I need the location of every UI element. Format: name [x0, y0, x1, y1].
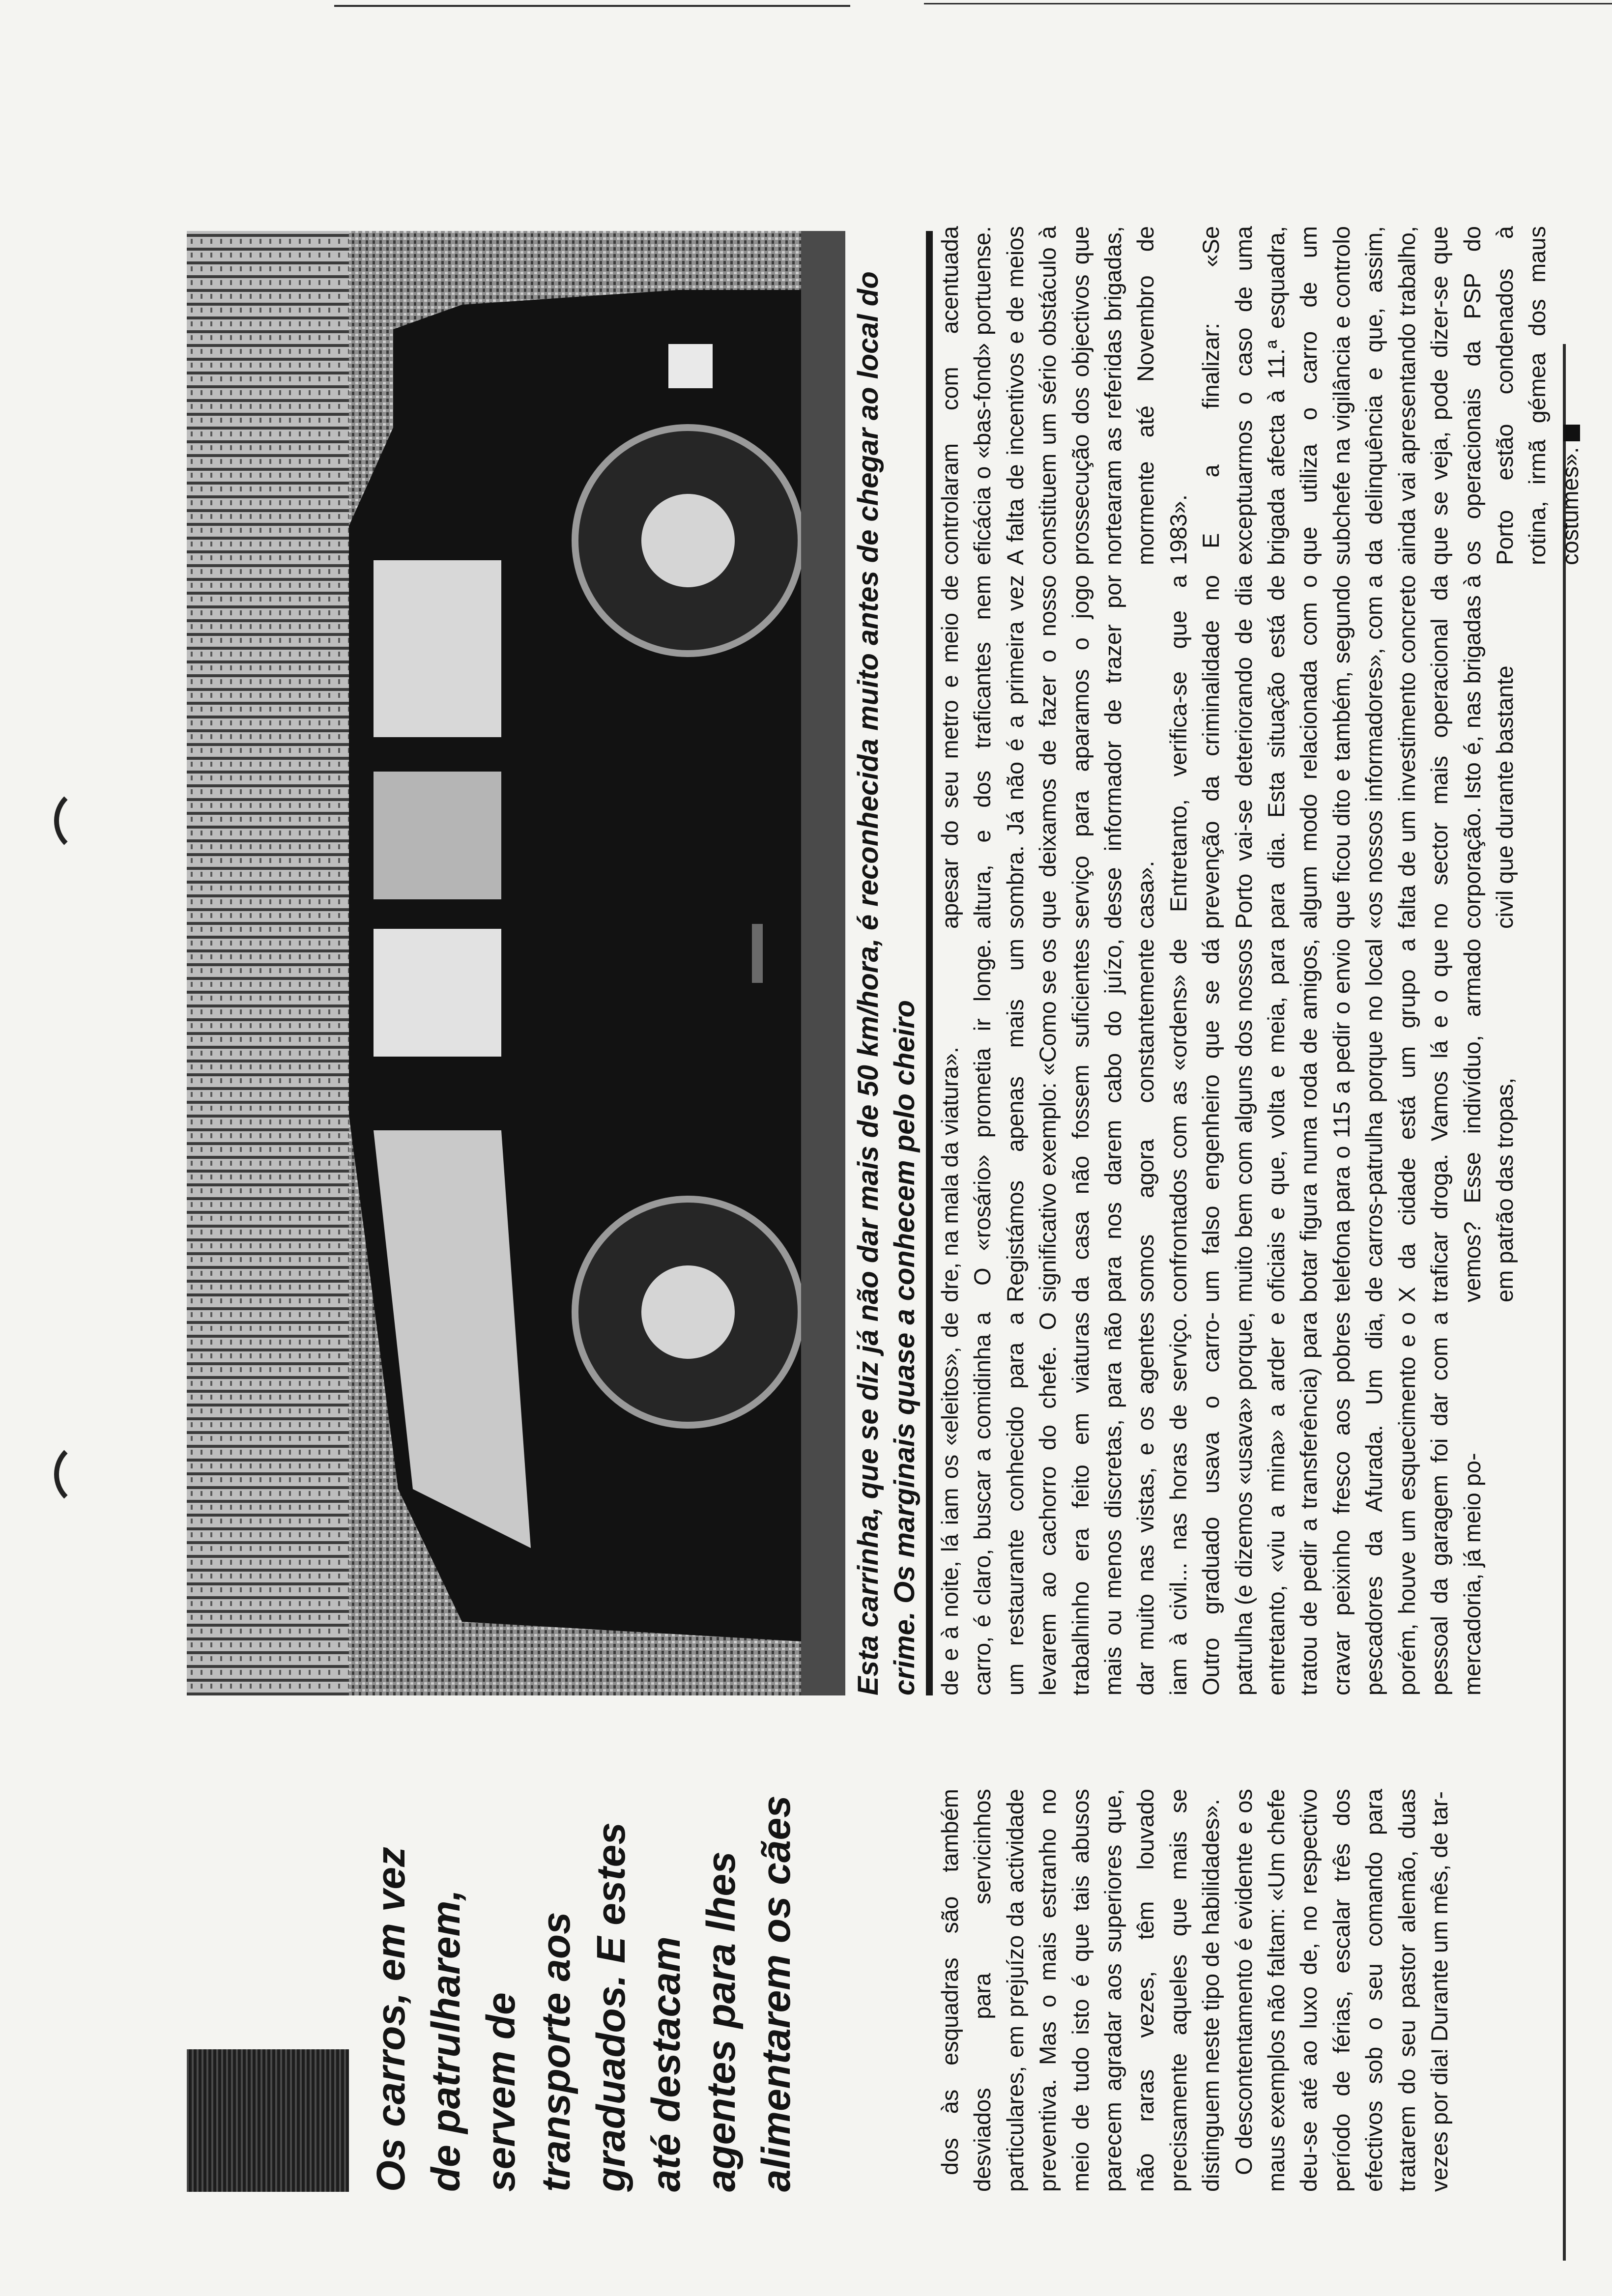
paragraph: controlaram com acentuada eficácia o «bas-fond» portuense. A falta de incentivos e de meios constituem um sério obstáculo à prossecução dos objectivos que nortearam as referidas brigadas, mormente até Novembro de 1983». — [937, 226, 1191, 565]
end-of-article-mark — [1563, 425, 1580, 441]
police-van-photo-icon — [187, 231, 845, 1695]
punch-hole-mark — [54, 786, 123, 855]
scan-streak-top — [334, 5, 850, 7]
text-column-3 — [934, 939, 1607, 1302]
article-photo — [187, 231, 845, 1695]
scan-streak-top — [924, 3, 1612, 4]
paragraph: dre, na mala da viatura». — [937, 1047, 963, 1302]
text-column-1 — [934, 1789, 1607, 2192]
headline-block — [187, 1789, 914, 2192]
paragraph: O «rosário» prometia ir longe. Registámos apenas mais um significativo exemplo: «Como se os da casa não fossem suficientes para nos darem cabo do juízo, somos agora constantemente confrontados com as «ordens» de um falso engenheiro que se dá muito bem com alguns dos nossos oficiais e que, volta e meia, para botar figura numa roda de amigos, telefona para o 115 a pedir o envio de carros-patrulha porque no local X da cidade está um grupo a traficar droga. Vamos lá e o que vemos? Esse indivíduo, armado em patrão das tropas, — [969, 939, 1518, 1302]
paragraph: de e à noite, lá iam os «eleitos», de carro, é claro, buscar a comidinha a um restaurante conhecido para a levarem ao cachorro do chefe. O trabalhinho era feito em viaturas mais ou menos discretas, para não dar muito nas vistas, e os agentes iam à civil... nas horas de serviço. Outro graduado usava o carro-patrulha (e dizemos «usava» porque, entretanto, «viu a mina» a arder e tratou de pedir a transferência) para cravar peixinho fresco aos pobres pescadores da Afurada. Um dia, porém, houve um esquecimento e o pessoal da garagem foi dar com a mercadoria, já meio po- — [937, 1312, 1485, 1695]
punch-hole-mark — [54, 1440, 123, 1509]
headline-graphic — [187, 2049, 349, 2192]
paragraph: Entretanto, verifica-se que a prevenção da criminalidade no Porto vai-se deteriorando de dia para dia. Esta situação está de algum modo relacionada com o que ficou dito e também, segundo «os nossos informadores», com a falta de um investimento concreto no sector mais operacional da corporação. Isto é, nas brigadas à civil que durante bastante — [1165, 575, 1518, 929]
text-column-2 — [934, 1312, 1607, 1695]
text-column-4 — [934, 575, 1607, 929]
paragraph: apesar do seu metro e meio de altura, e dos traficantes nem sombra. Já não é a primeira vez que deixamos de fazer o nosso serviço para aparamos o jogo desse informador de trazer por casa». — [937, 575, 1159, 929]
text-column-5 — [934, 226, 1607, 565]
headline: Os carros, em vez de patrulharem, servem de transporte aos graduados. E estes até destacam agentes para lhes alimentarem os cães — [369, 1795, 799, 2192]
paragraph: O descontentamento é evidente e os maus exemplos não faltam: «Um chefe deu-se até ao luxo de, no respectivo período de férias, escalar três dos efectivos sob o seu comando para tratarem do seu pastor alemão, duas vezes por dia! Durante um mês, de tar- — [1230, 1789, 1453, 2192]
photo-caption: Esta carrinha, que se diz já não dar mais de 50 km/hora, é reconhecida muito antes de chegar ao local do crime. Os marginais quase a conhecem pelo cheiro — [850, 231, 933, 1695]
paragraph-text: E a finalizar: «Se exceptuarmos o caso de uma brigada afecta à 11.ª esquadra, que utiliza o carro de um subchefe na vigilância e controlo da delinquência e que, assim, ainda vai apresentando trabalho, que se veja, pode dizer-se que os operacionais da PSP do Porto estão condenados à rotina, irmã gémea dos maus costumes». — [1198, 226, 1583, 565]
paragraph: dos às esquadras são também desviados para servicinhos particulares, em prejuízo da actividade preventiva. Mas o mais estranho no meio de tudo isto é que tais abusos parecem agradar aos superiores que, não raras vezes, têm louvado precisamente aqueles que mais se distinguem neste tipo de habilidades». — [937, 1789, 1224, 2192]
newspaper-article — [187, 79, 1612, 2192]
paragraph — [1195, 226, 1586, 565]
